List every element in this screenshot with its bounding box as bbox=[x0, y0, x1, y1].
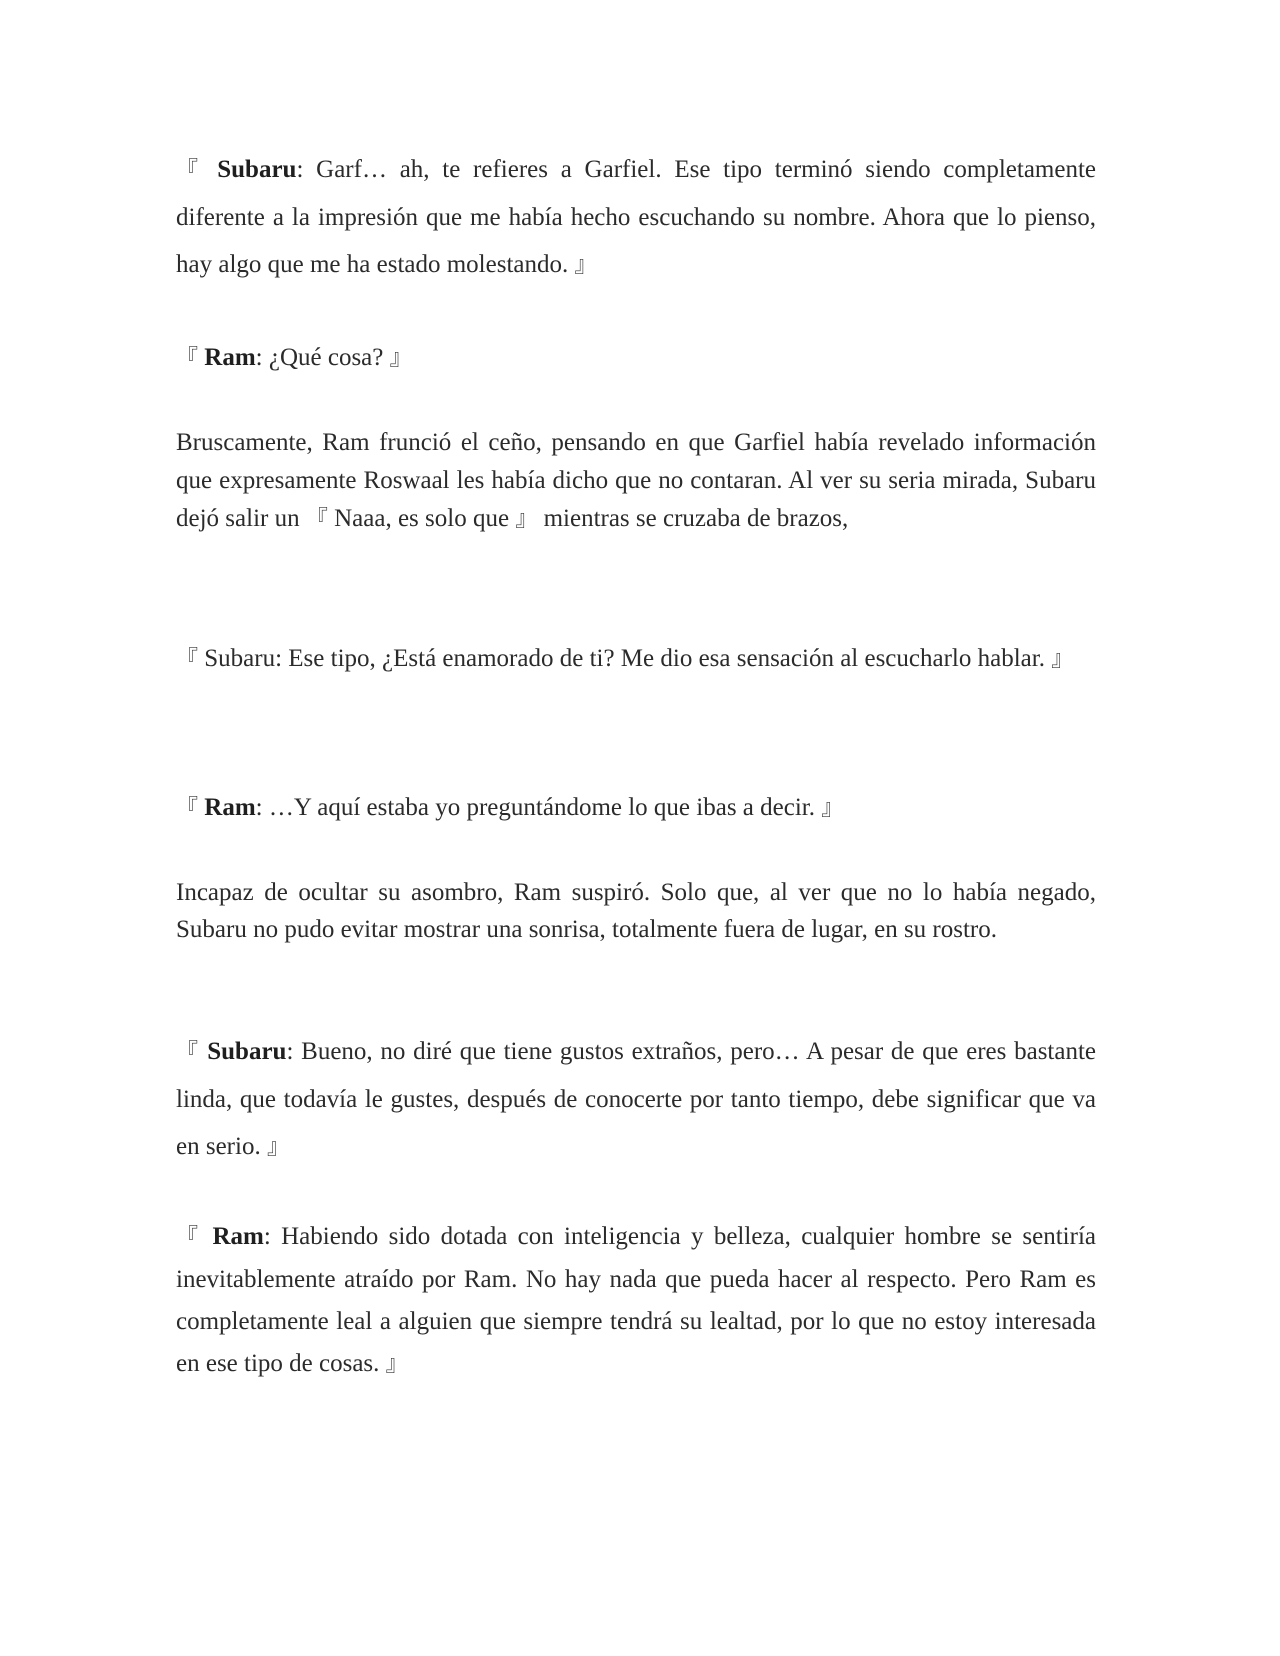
dialogue-paragraph bbox=[176, 784, 1096, 832]
narration-paragraph bbox=[176, 874, 1096, 948]
speaker-name: Subaru bbox=[207, 1038, 287, 1065]
dialogue-text: : …Y aquí estaba yo preguntándome lo que ibas a decir. bbox=[255, 794, 822, 821]
close-quote-bracket: 』 bbox=[1051, 647, 1074, 672]
dialogue-text: : Bueno, no diré que tiene gustos extraños, pero… A pesar de que eres bastante linda, que todavía le gustes, después de conocerte por tanto tiempo, debe significar que va en serio. bbox=[176, 1038, 1097, 1160]
narration-text: mientras se cruzaba de brazos, bbox=[537, 505, 849, 532]
open-quote-bracket: 『 bbox=[176, 796, 199, 821]
inline-quote: Naaa, es solo que bbox=[327, 505, 516, 532]
dialogue-paragraph bbox=[176, 1216, 1096, 1386]
close-quote-bracket: 』 bbox=[389, 346, 412, 371]
dialogue-paragraph bbox=[176, 334, 1096, 382]
close-quote-bracket: 』 bbox=[385, 1352, 408, 1377]
speaker-name: Subaru bbox=[217, 156, 297, 183]
open-quote-bracket: 『 bbox=[176, 1225, 203, 1250]
narration-paragraph bbox=[176, 424, 1096, 539]
dialogue-paragraph bbox=[176, 1028, 1096, 1171]
close-quote-bracket: 』 bbox=[266, 1135, 289, 1160]
dialogue-text: : Garf… ah, te refieres a Garfiel. Ese tipo terminó siendo completamente diferente a la impresión que me había hecho escuchando su nombre. Ahora que lo pienso, hay algo que me ha estado molestando. bbox=[176, 156, 1097, 278]
dialogue-text: : Habiendo sido dotada con inteligencia y belleza, cualquier hombre se sentiría inevitablemente atraído por Ram. No hay nada que pueda hacer al respecto. Pero Ram es completamente leal a alguien que siempre tendrá su lealtad, por lo que no estoy interesada en ese tipo de cosas. bbox=[176, 1223, 1096, 1377]
speaker-name: Ram bbox=[204, 344, 256, 371]
open-quote-bracket: 『 bbox=[305, 507, 328, 532]
narration-text: Incapaz de ocultar su asombro, Ram suspiró. Solo que, al ver que no lo había negado, Subaru no pudo evitar mostrar una sonrisa, totalmente fuera de lugar, en su rostro. bbox=[176, 879, 1096, 943]
close-quote-bracket: 』 bbox=[821, 796, 844, 821]
speaker-name: Ram bbox=[212, 1223, 264, 1250]
open-quote-bracket: 『 bbox=[176, 647, 199, 672]
close-quote-bracket: 』 bbox=[515, 507, 538, 532]
open-quote-bracket: 『 bbox=[176, 346, 199, 371]
dialogue-text: Subaru: Ese tipo, ¿Está enamorado de ti? Me dio esa sensación al escucharlo hablar. bbox=[198, 645, 1052, 672]
dialogue-text: : ¿Qué cosa? bbox=[255, 344, 390, 371]
narration-text: Bruscamente, Ram frunció el ceño, pensando en que Garfiel había revelado información que expresamente Roswaal les había dicho que no contaran. Al ver su seria mirada, Subaru dejó salir un bbox=[176, 429, 1096, 532]
dialogue-paragraph bbox=[176, 632, 1096, 687]
speaker-name: Ram bbox=[204, 794, 256, 821]
open-quote-bracket: 『 bbox=[176, 158, 205, 183]
close-quote-bracket: 』 bbox=[574, 253, 597, 278]
dialogue-paragraph bbox=[176, 146, 1096, 289]
open-quote-bracket: 『 bbox=[176, 1040, 200, 1065]
